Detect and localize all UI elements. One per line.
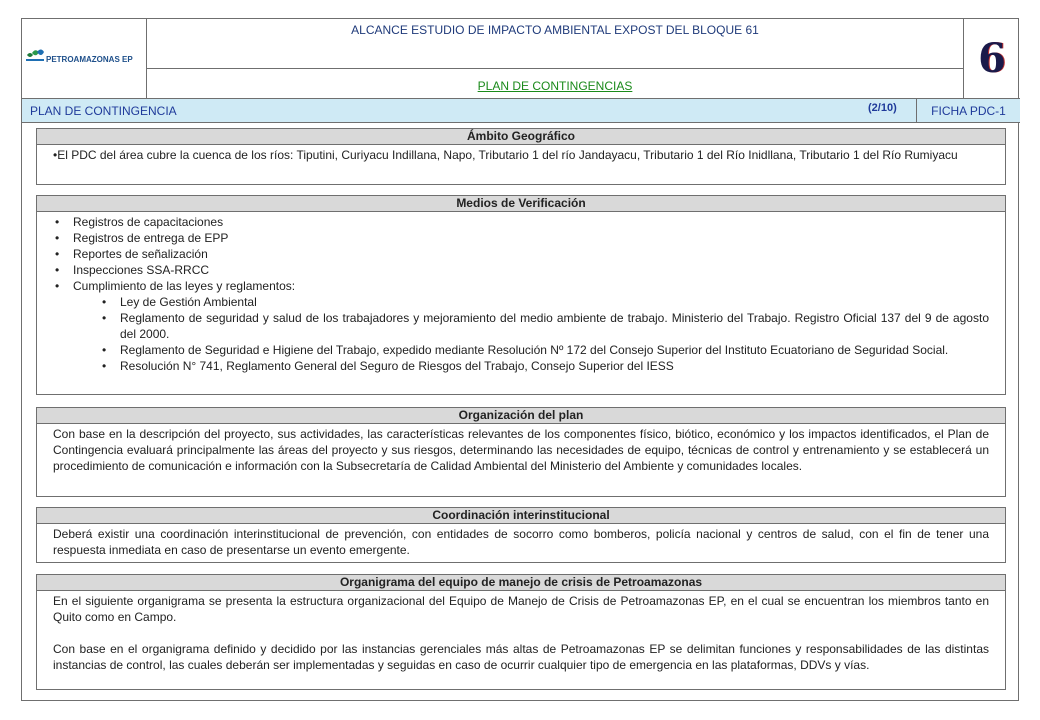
section-title: Organigrama del equipo de manejo de crisis de Petroamazonas: [37, 575, 1005, 591]
page-indicator: (2/10): [868, 102, 897, 114]
organizacion-text: Con base en la descripción del proyecto, sus actividades, las características relevantes de los componentes físico, biótico, económico y los impactos identificados, el Plan de Contingencia evaluará principalmente las áreas del proyecto y sus riesgos, determinando las necesidades de equipo, técnicas de control y entrenamiento y se establecerá un procedimiento de comunicación e información con la Subsecretaría de Calidad Ambiental del Ministerio del Ambiente y comunidades locales.: [53, 427, 989, 473]
section-body: [37, 591, 1005, 675]
section-title: Organización del plan: [37, 408, 1005, 424]
section-title: Ámbito Geográfico: [37, 129, 1005, 145]
section-medios: [36, 195, 1006, 395]
logo-text: PETROAMAZONAS EP: [46, 55, 133, 64]
section-organigrama: [36, 574, 1006, 690]
sub-list-item: • Reglamento de Seguridad e Higiene del Trabajo, expedido mediante Resolución Nº 172 del Consejo Superior del Instituto Ecuatoriano de Seguridad Social.: [100, 342, 989, 358]
logo-cell: [22, 19, 147, 99]
list-item: • Registros de entrega de EPP: [53, 230, 989, 246]
list-item: • Registros de capacitaciones: [53, 214, 989, 230]
coordinacion-text: Deberá existir una coordinación interinstitucional de prevención, con entidades de socorro como bomberos, policía nacional y centros de salud, con el fin de tener una respuesta inmediata en caso de presentarse un evento emergente.: [53, 527, 989, 557]
list-item: • Reportes de señalización: [53, 246, 989, 262]
sub-list-item: • Ley de Gestión Ambiental: [100, 294, 989, 310]
section-number: 6: [978, 35, 1006, 82]
section-ambito: [36, 128, 1006, 185]
list-item: • Cumplimiento de las leyes y reglamentos:: [53, 278, 989, 294]
section-body: [37, 145, 1005, 165]
ambito-text: •El PDC del área cubre la cuenca de los ríos: Tiputini, Curiyacu Indillana, Napo, Tributario 1 del río Jandayacu, Tributario 1 del Río Inidllana, Tributario 1 del Río Rumiyacu: [53, 148, 958, 162]
plan-bar: [22, 99, 1020, 123]
organigrama-paragraph-1: En el siguiente organigrama se presenta la estructura organizacional del Equipo de Manejo de Crisis de Petroamazonas EP, en el cual se encuentran los miembros tanto en Quito como en Campo.: [53, 594, 989, 624]
list-item: • Inspecciones SSA-RRCC: [53, 262, 989, 278]
section-coordinacion: [36, 507, 1006, 563]
ficha-code: FICHA PDC-1: [916, 99, 1020, 122]
plan-label: PLAN DE CONTINGENCIA: [30, 104, 177, 118]
section-number-cell: [964, 19, 1020, 99]
organigrama-paragraph-2: Con base en el organigrama definido y decidido por las instancias gerenciales más altas de Petroamazonas EP se delimitan funciones y responsabilidades de las distintas instancias de control, las cuales deberán ser implementadas y seguidas en caso de ocurrir cualquier tipo de emergencia en las plataformas, DDVs y vías.: [53, 642, 989, 672]
section-organizacion: [36, 407, 1006, 497]
section-title: Medios de Verificación: [37, 196, 1005, 212]
section-body: [37, 212, 1005, 376]
document-frame: [21, 18, 1019, 701]
document-subtitle: PLAN DE CONTINGENCIAS: [147, 69, 964, 99]
document-title: ALCANCE ESTUDIO DE IMPACTO AMBIENTAL EXPOST DEL BLOQUE 61: [147, 19, 964, 69]
sub-list-item: • Resolución N° 741, Reglamento General del Seguro de Riesgos del Trabajo, Consejo Superior del IESS: [100, 358, 989, 374]
section-title: Coordinación interinstitucional: [37, 508, 1005, 524]
sub-list-item: • Reglamento de seguridad y salud de los trabajadores y mejoramiento del medio ambiente de trabajo. Ministerio del Trabajo. Registro Oficial 137 del 9 de agosto del 2000.: [100, 310, 989, 342]
